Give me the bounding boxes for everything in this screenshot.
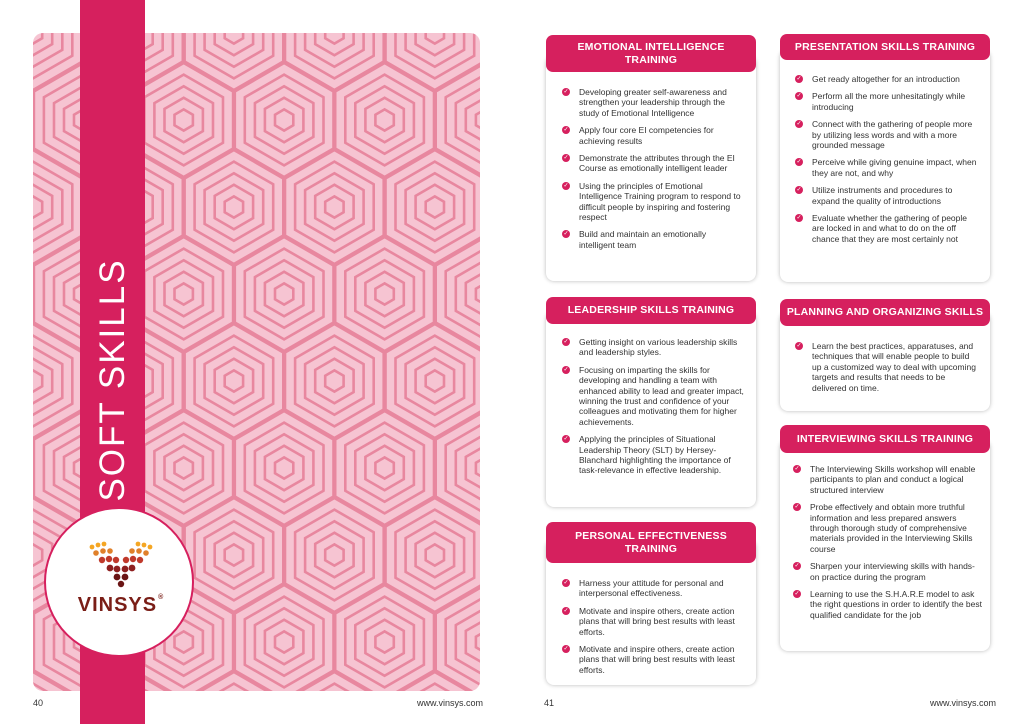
hexagon-ring [33,347,62,415]
hexagon-ring [195,510,274,601]
list-item: ✓ Demonstrate the attributes through the EI Course as emotionally intelligent leader [563,153,735,174]
hexagon-ring [315,185,353,229]
check-circle-icon: ✓ [796,159,802,166]
vinsys-logo [44,507,194,657]
list-item: ✓ Build and maintain an emotionally intelligent team [563,229,707,250]
hexagon-ring [195,336,274,427]
hexagon-ring [245,75,324,166]
check-circle-icon: ✓ [563,155,569,162]
card-title-leadership-skills: LEADERSHIP SKILLS TRAINING [546,297,756,324]
list-item: ✓ Motivate and inspire others, create action plans that will bring best results with least efforts. [563,605,735,637]
hexagon-ring [144,423,223,514]
hexagon-ring [396,510,475,601]
hexagon-ring [165,272,203,316]
hexagon-ring [245,597,324,688]
check-circle-icon: ✓ [796,343,802,349]
card-title-presentation-skills: PRESENTATION SKILLS TRAINING [780,34,990,60]
hexagon-ring [225,196,243,217]
list-item: ✓ Perform all the more unhesitatingly while introducing [796,91,966,112]
check-circle-icon: ✓ [563,366,569,373]
hexagon-ring [365,446,403,490]
check-circle-icon: ✓ [794,466,800,472]
hexagon-ring [144,75,223,166]
hexagon-ring [175,283,193,304]
check-circle-icon: ✓ [563,646,569,653]
list-item: ✓ The Interviewing Skills workshop will enable participants to plan and conduct a logical structured interview [794,464,976,495]
check-circle-icon: ✓ [563,436,569,443]
hexagon-ring [345,249,424,340]
hexagon-ring [33,33,62,67]
list-item: ✓ Motivate and inspire others, create action plans that will bring best results with least efforts. [563,644,735,675]
footer-url-right: www.vinsys.com [930,698,997,708]
list-item: ✓ Getting insight on various leadership skills and leadership styles. [563,337,738,358]
hexagon-ring [325,370,343,391]
hexagon-ring [295,162,374,253]
check-circle-icon: ✓ [563,182,569,189]
hexagon-ring [426,33,444,44]
list-item: ✓ Developing greater self-awareness and strengthen your leadership through the study of Emotional Intelligence [563,87,727,118]
hexagon-ring [315,533,353,577]
check-circle-icon: ✓ [563,580,569,586]
list-item: ✓ Perceive while giving genuine impact, when they are not, and why [796,157,977,178]
card-title-emotional-intelligence: EMOTIONAL INTELLIGENCE TRAINING [546,35,756,72]
hexagon-ring [426,544,444,565]
hexagon-ring [175,109,193,130]
list-item: ✓ Using the principles of Emotional Intelligence Training program to respond to difficult people by inspiring and fostering respect [563,180,741,223]
hexagon-ring [295,510,374,601]
check-circle-icon: ✓ [563,89,569,95]
hexagon-ring [375,457,393,478]
list-presentation-skills [795,74,978,251]
hexagon-ring [275,109,293,130]
hexagon-ring [325,33,343,44]
check-circle-icon: ✓ [563,607,569,614]
hexagon-ring [33,33,42,44]
check-circle-icon: ✓ [796,187,802,194]
list-emotional-intelligence [562,87,744,257]
page-number-left: 40 [33,698,44,708]
hexagon-ring [265,446,304,490]
hexagon-ring [476,109,480,130]
hexagon-ring [165,446,203,490]
hexagon-ring [225,33,243,44]
hexagon-ring [33,544,42,565]
list-planning-organizing [795,341,978,400]
hexagon-ring [33,370,42,391]
hexagon-ring [476,283,480,304]
check-circle-icon: ✓ [563,231,569,238]
vinsys-logo-mark [86,539,156,589]
list-item: ✓ Probe effectively and obtain more truthful information and less prepared answers through thorough study of comprehensive materials provided in the Interviewing Skills course [794,502,973,554]
check-circle-icon: ✓ [794,563,800,570]
hexagon-ring [416,533,455,577]
card-title-personal-effectiveness: PERSONAL EFFECTIVENESS TRAINING [546,522,756,563]
hexagon-ring [416,359,455,403]
list-item: ✓ Sharpen your interviewing skills with hands-on practice during the program [794,561,975,582]
check-circle-icon: ✓ [794,504,800,511]
hexagon-ring [275,283,293,304]
check-circle-icon: ✓ [796,76,802,82]
hexagon-ring [345,75,424,166]
list-personal-effectiveness [562,578,744,682]
hexagon-ring [33,173,62,241]
hexagon-ring [365,620,403,664]
list-item: ✓ Harness your attitude for personal and interpersonal effectiveness. [563,578,724,599]
hexagon-ring [195,162,274,253]
hexagon-ring [165,98,203,142]
hexagon-ring [185,672,284,691]
hexagon-ring [215,359,253,403]
hexagon-ring [265,620,304,664]
hexagon-ring [215,185,253,229]
hexagon-ring [275,631,293,652]
hexagon-ring [33,196,42,217]
hexagon-ring [275,457,293,478]
vertical-title: SOFT SKILLS [93,258,132,502]
hexagon-ring [375,109,393,130]
check-circle-icon: ✓ [796,215,802,222]
hexagon-ring [245,249,324,340]
hexagon-ring [225,370,243,391]
hexagon-ring [416,185,455,229]
hexagon-ring [466,620,480,664]
hexagon-ring [144,249,223,340]
registered-mark: ® [158,594,165,601]
check-circle-icon: ✓ [796,121,802,128]
hexagon-ring [215,533,253,577]
hexagon-ring [285,672,384,691]
list-item: ✓ Learning to use the S.H.A.R.E model to ask the right questions in order to identify the best qualified candidate for the job [794,589,982,620]
card-title-planning-organizing: PLANNING AND ORGANIZING SKILLS [780,299,990,326]
hexagon-ring [265,98,304,142]
hexagon-ring [265,272,304,316]
hexagon-ring [476,631,480,652]
check-circle-icon: ✓ [794,591,800,598]
hexagon-ring [205,33,264,67]
list-item: ✓ Applying the principles of Situational Leadership Theory (SLT) by Hersey-Blanchard highlighting the importance of task-relevance in effective leadership. [563,434,731,476]
hexagon-ring [426,196,444,217]
list-item: ✓ Connect with the gathering of people more by utilizing less words and with a more grounded message [796,119,973,151]
list-item: ✓ Get ready altogether for an introduction [796,74,960,84]
hexagon-ring [396,336,475,427]
hexagon-ring [375,283,393,304]
list-interviewing-skills [793,464,983,627]
hexagon-ring [476,457,480,478]
list-item: ✓ Focusing on imparting the skills for developing and handling a team with enhanced ability to lead and greater impact, winning the trust and confidence of your colleagues and motivating them for higher achievements. [563,364,744,427]
check-circle-icon: ✓ [796,93,802,100]
hexagon-ring [345,423,424,514]
hexagon-ring [175,631,193,652]
hexagon-ring [396,162,475,253]
hexagon-ring [315,359,353,403]
hexagon-ring [245,423,324,514]
check-circle-icon: ✓ [563,339,569,345]
hexagon-ring [345,597,424,688]
hexagon-ring [466,446,480,490]
footer-url-left: www.vinsys.com [417,698,484,708]
card-title-interviewing-skills: INTERVIEWING SKILLS TRAINING [780,425,990,453]
hexagon-ring [295,336,374,427]
list-leadership-skills [562,337,744,483]
hexagon-ring [466,98,480,142]
list-item: ✓ Evaluate whether the gathering of people are locked in and what to do on the off chance that they are most certainly not [796,213,968,244]
list-item: ✓ Utilize instruments and procedures to expand the quality of introductions [796,185,953,206]
hexagon-ring [466,272,480,316]
hexagon-ring [185,33,284,90]
list-item: ✓ Learn the best practices, apparatuses, and techniques that will enable people to build up a customized way to deal with upcoming targets and results that needs to be delivered on time. [796,341,976,393]
hexagon-ring [225,544,243,565]
hexagon-ring [365,98,403,142]
list-item: ✓ Apply four core EI competencies for achieving results [563,125,714,146]
hexagon-ring [325,544,343,565]
hexagon-ring [426,370,444,391]
hexagon-ring [325,196,343,217]
hexagon-ring [285,33,384,90]
logo-text: VINSYS [77,594,158,616]
hexagon-ring [365,272,403,316]
page-number-right: 41 [544,698,555,708]
hexagon-ring [175,457,193,478]
hexagon-ring [375,631,393,652]
check-circle-icon: ✓ [563,127,569,134]
